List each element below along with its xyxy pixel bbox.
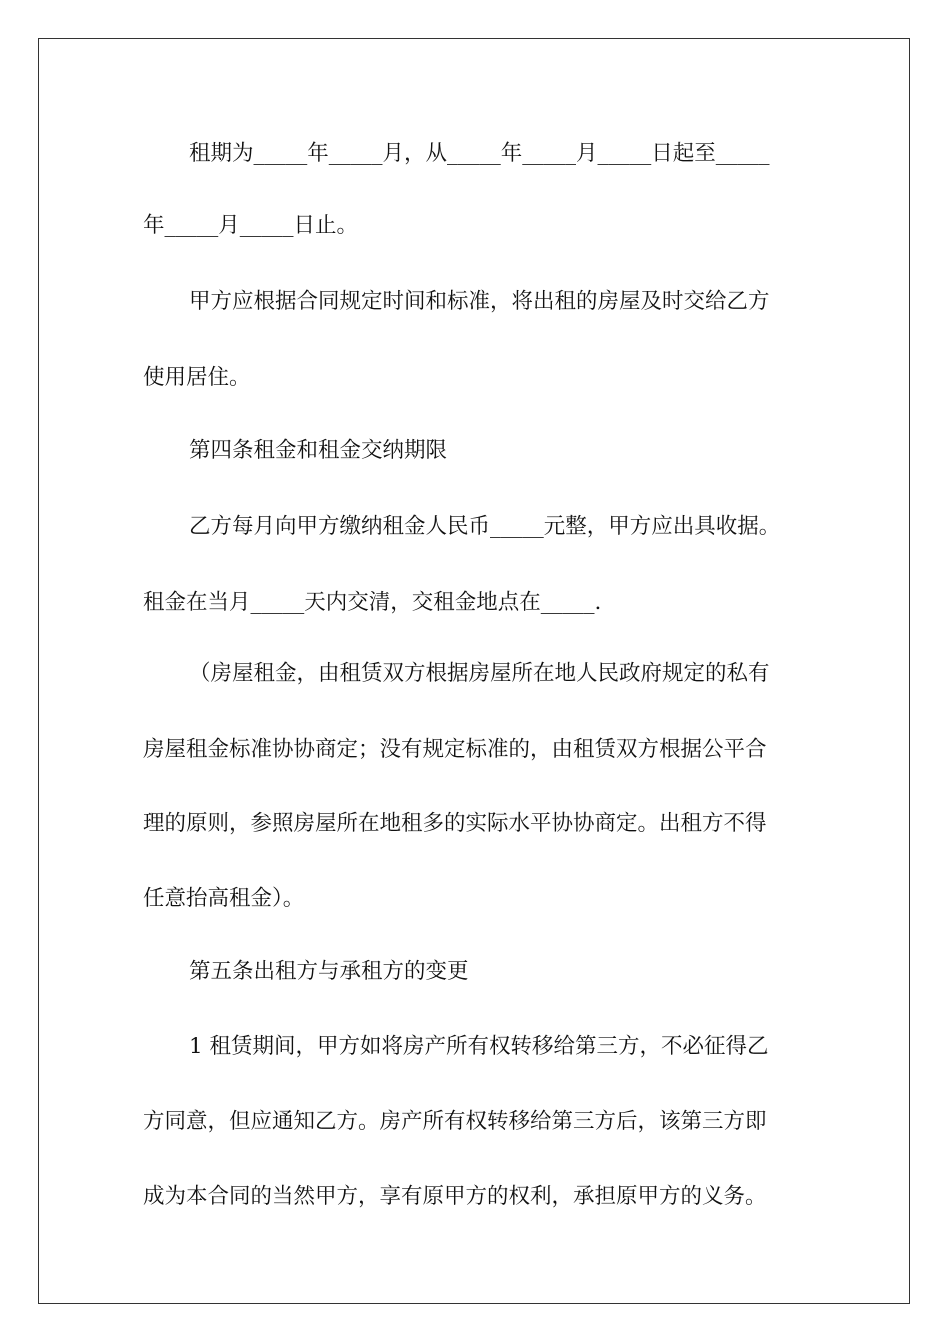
transfer-clause-line-3: 成为本合同的当然甲方，享有原甲方的权利，承担原甲方的义务。 [143, 1184, 767, 1209]
rent-note-line-3: 理的原则，参照房屋所在地租多的实际水平协协商定。出租方不得 [143, 811, 767, 836]
rent-note-line-2: 房屋租金标准协协商定；没有规定标准的，由租赁双方根据公平合 [143, 737, 767, 762]
lease-term-line: 租期为_____年_____月，从_____年_____月_____日起至_____ [189, 141, 770, 166]
handover-paragraph-line-2: 使用居住。 [143, 365, 251, 390]
article-four-heading: 第四条租金和租金交纳期限 [189, 438, 448, 463]
rent-payment-line-2: 租金在当月_____天内交清，交租金地点在_____. [143, 590, 602, 615]
rent-payment-line-1: 乙方每月向甲方缴纳租金人民币_____元整，甲方应出具收据。 [189, 514, 781, 539]
article-five-heading: 第五条出租方与承租方的变更 [189, 959, 469, 984]
lease-term-end-line: 年_____月_____日止。 [143, 213, 359, 238]
rent-note-line-1: （房屋租金，由租赁双方根据房屋所在地人民政府规定的私有 [189, 661, 770, 686]
rent-note-line-4: 任意抬高租金）。 [143, 886, 305, 911]
handover-paragraph-line-1: 甲方应根据合同规定时间和标准，将出租的房屋及时交给乙方 [189, 289, 770, 314]
transfer-clause-line-2: 方同意，但应通知乙方。房产所有权转移给第三方后，该第三方即 [143, 1109, 767, 1134]
transfer-clause-line-1: 1 租赁期间，甲方如将房产所有权转移给第三方，不必征得乙 [189, 1034, 769, 1059]
